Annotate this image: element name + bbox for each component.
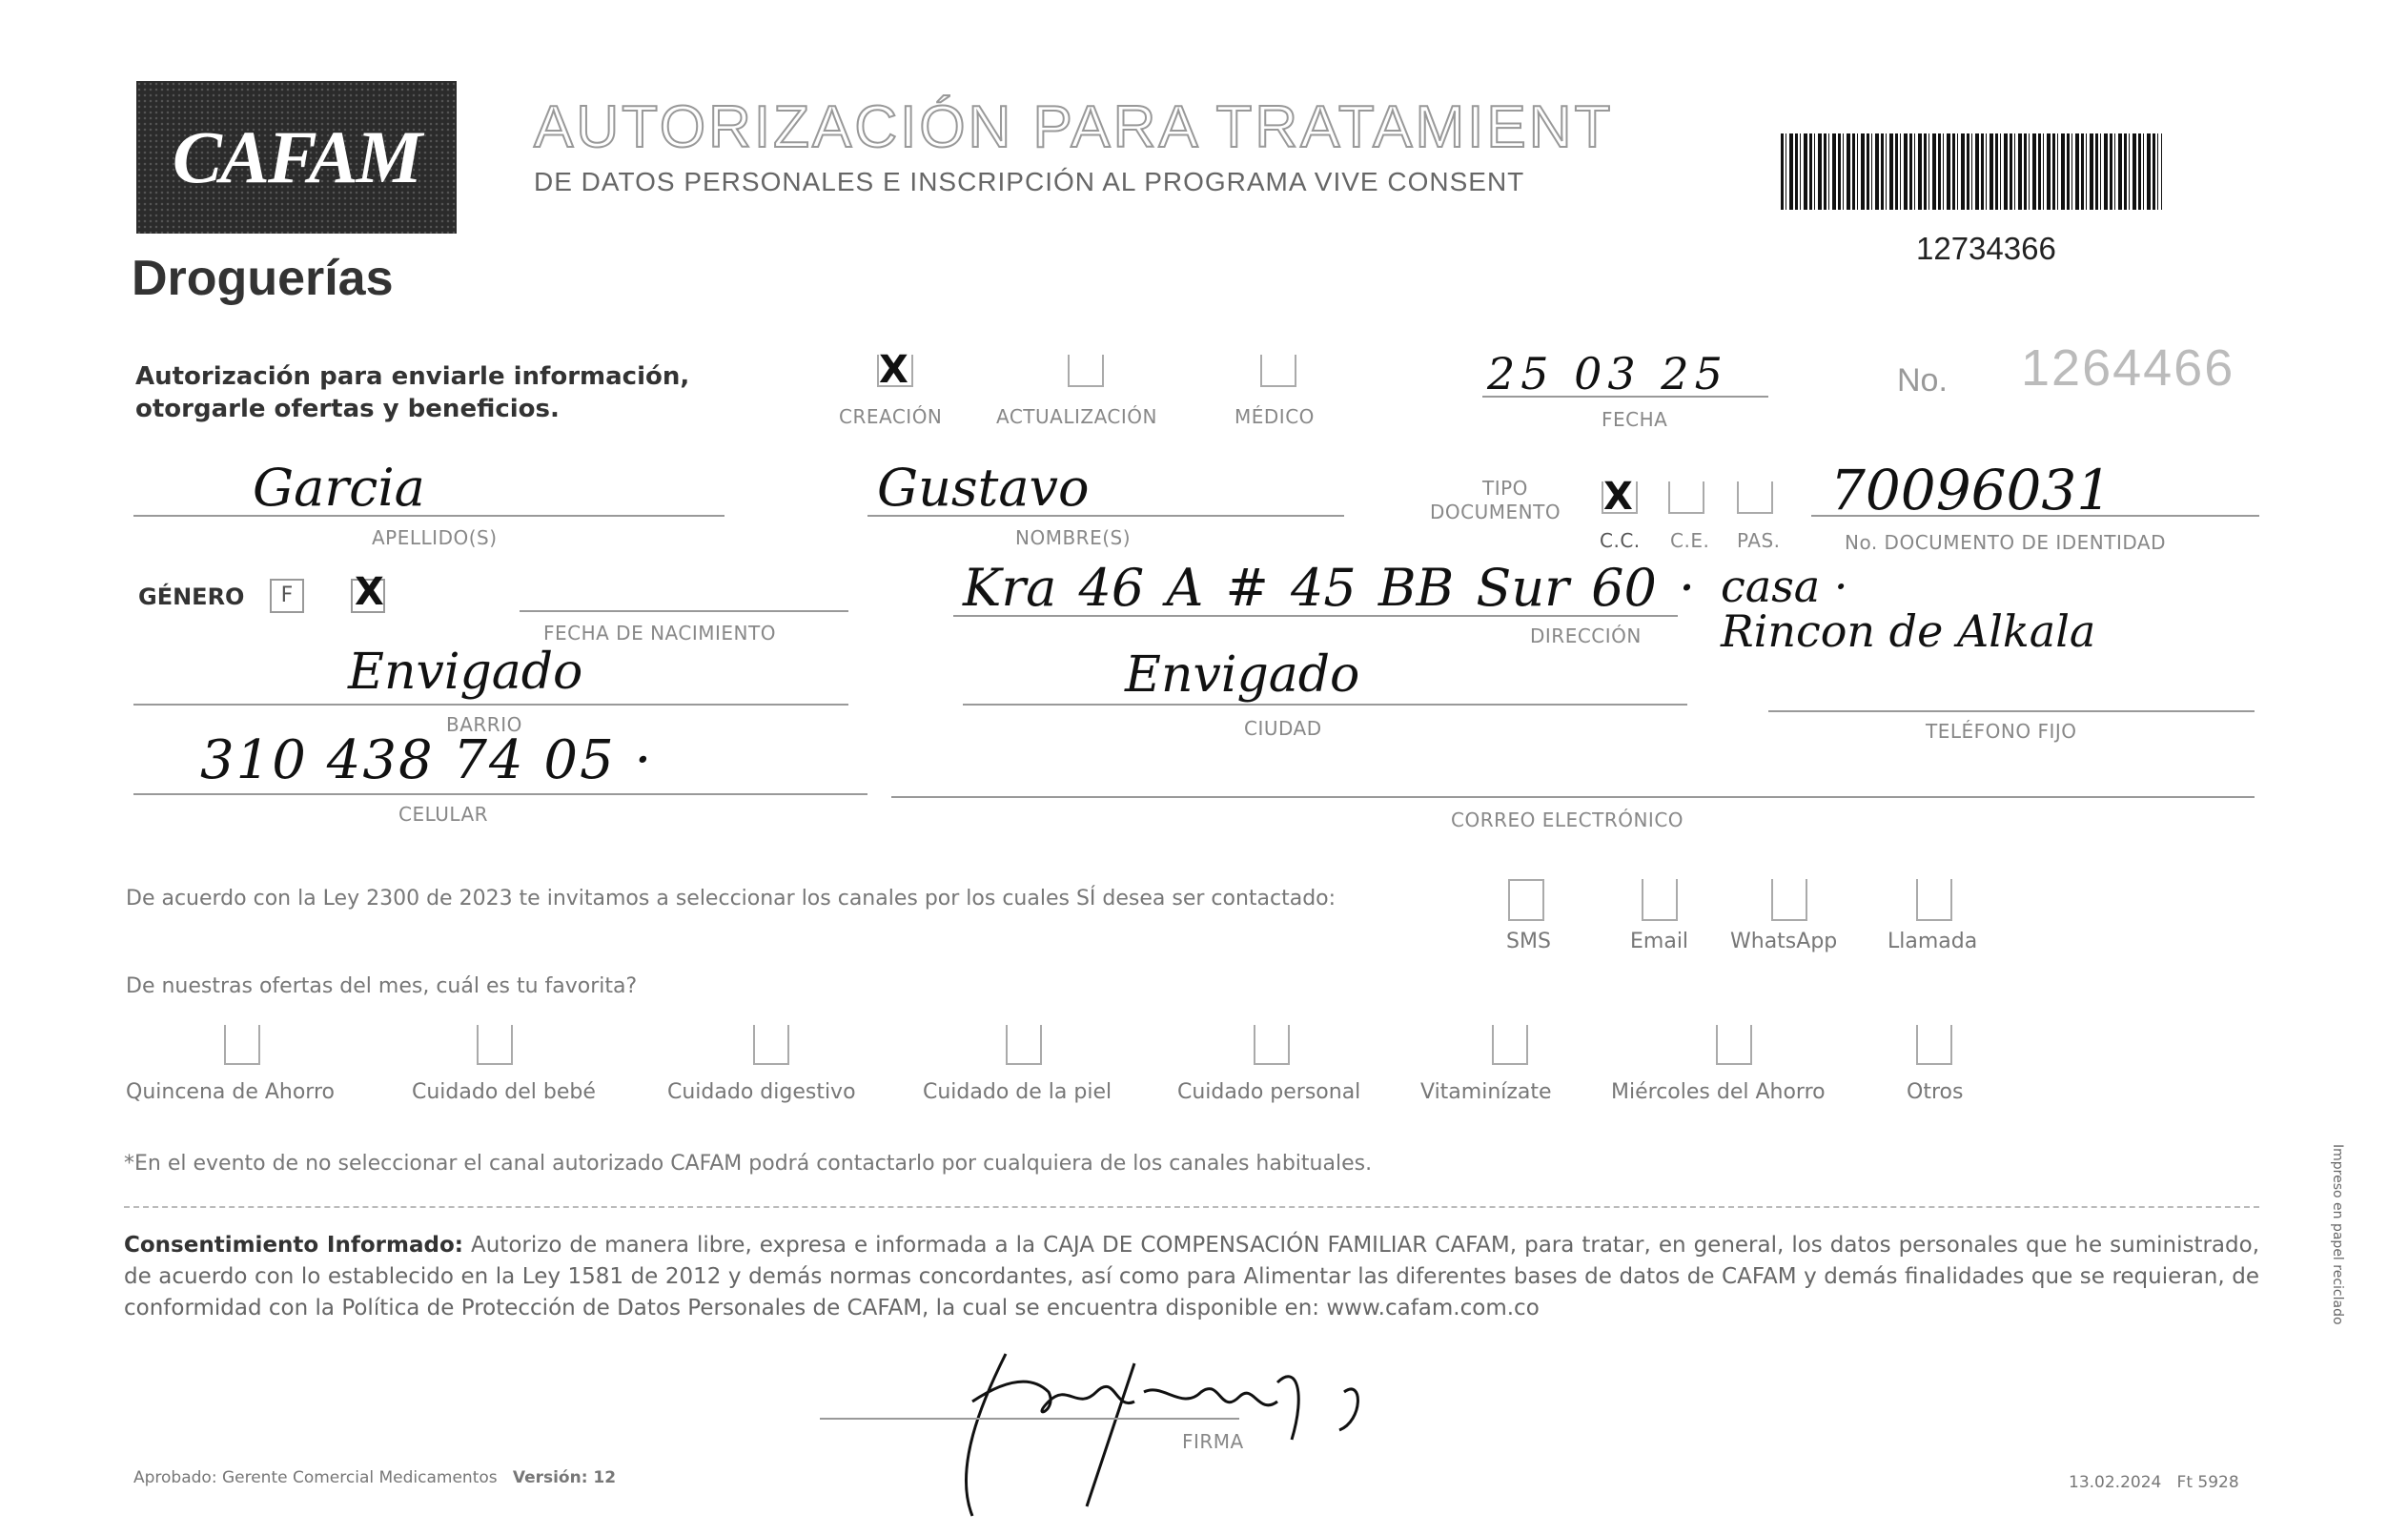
direccion-label: DIRECCIÓN <box>1530 624 1642 647</box>
barcode <box>1781 133 2162 210</box>
ce-label: C.E. <box>1670 529 1710 552</box>
tipo-doc-label-2: DOCUMENTO <box>1430 501 1561 523</box>
consent-paragraph <box>124 1230 2259 1324</box>
numero-label: No. <box>1897 362 1948 399</box>
channels-question: De acuerdo con la Ley 2300 de 2023 te invitamos a seleccionar los canales por los cuales SÍ desea ser contactado: <box>126 887 1337 911</box>
medico-checkbox[interactable] <box>1260 355 1296 387</box>
tipo-doc-label-1: TIPO <box>1482 477 1528 500</box>
celular-line <box>133 793 867 795</box>
whatsapp-checkbox[interactable] <box>1771 879 1807 921</box>
intro-line-1: Autorización para enviarle información, <box>135 362 690 391</box>
ce-checkbox[interactable] <box>1668 481 1704 514</box>
ciudad-value[interactable]: Envigado <box>1125 646 1360 704</box>
fecha-value[interactable]: 25 03 25 <box>1487 348 1728 399</box>
ciudad-line <box>963 704 1687 706</box>
footer-approved <box>133 1468 616 1487</box>
apellidos-value[interactable]: Garcia <box>253 458 425 518</box>
correo-line <box>891 796 2255 798</box>
ciudad-label: CIUDAD <box>1244 717 1322 740</box>
offer-checkbox-2[interactable] <box>753 1025 789 1065</box>
logo-text: CAFAM <box>172 115 421 198</box>
offer-label-0: Quincena de Ahorro <box>126 1080 335 1104</box>
medico-label: MÉDICO <box>1235 405 1315 428</box>
nombres-value[interactable]: Gustavo <box>877 458 1090 518</box>
documento-value[interactable]: 70096031 <box>1830 458 2112 522</box>
divider <box>124 1206 2259 1208</box>
direccion-line <box>953 615 1678 617</box>
genero-mark: X <box>355 570 384 614</box>
barrio-label: BARRIO <box>446 713 522 736</box>
actualizacion-label: ACTUALIZACIÓN <box>996 405 1157 428</box>
email-checkbox[interactable] <box>1642 879 1678 921</box>
direccion-extra-2[interactable]: Rincon de Alkala <box>1721 605 2096 657</box>
nombres-label: NOMBRE(S) <box>1015 526 1132 549</box>
nombres-line <box>867 515 1344 517</box>
numero-value: 1264466 <box>2021 339 2235 397</box>
offer-checkbox-1[interactable] <box>477 1025 513 1065</box>
footer-code: 13.02.2024 Ft 5928 <box>2069 1473 2239 1492</box>
apellidos-line <box>133 515 724 517</box>
footer-version: Versión: 12 <box>512 1468 617 1487</box>
channel-note: *En el evento de no seleccionar el canal autorizado CAFAM podrá contactarlo por cualquiera de los canales habituales. <box>124 1152 1373 1176</box>
offer-checkbox-3[interactable] <box>1006 1025 1042 1065</box>
footer-approved-text: Aprobado: Gerente Comercial Medicamentos <box>133 1468 498 1487</box>
nacimiento-line <box>520 610 848 612</box>
barrio-value[interactable]: Envigado <box>348 644 583 701</box>
offer-label-3: Cuidado de la piel <box>923 1080 1112 1104</box>
direccion-extra-1[interactable]: casa · <box>1721 561 1848 612</box>
nacimiento-label: FECHA DE NACIMIENTO <box>543 622 776 645</box>
offer-label-1: Cuidado del bebé <box>412 1080 596 1104</box>
creacion-label: CREACIÓN <box>839 405 943 428</box>
offer-checkbox-7[interactable] <box>1916 1025 1952 1065</box>
genero-f-box[interactable]: F <box>270 579 304 613</box>
firma-label: FIRMA <box>1182 1430 1244 1453</box>
fecha-line <box>1482 396 1768 398</box>
telefono-line <box>1768 710 2255 712</box>
pas-label: PAS. <box>1737 529 1781 552</box>
offer-checkbox-4[interactable] <box>1254 1025 1290 1065</box>
side-recycled-text: Impreso en papel reciclado <box>2330 1144 2345 1325</box>
offer-label-6: Miércoles del Ahorro <box>1611 1080 1826 1104</box>
offer-label-2: Cuidado digestivo <box>667 1080 856 1104</box>
cc-mark: X <box>1603 475 1633 519</box>
barcode-number: 12734366 <box>1916 231 2056 266</box>
telefono-label: TELÉFONO FIJO <box>1926 720 2077 743</box>
direccion-value[interactable]: Kra 46 A # 45 BB Sur 60 · <box>963 558 1696 618</box>
cafam-logo <box>136 81 457 234</box>
email-label: Email <box>1630 930 1689 953</box>
consent-text: Autorizo de manera libre, expresa e informada a la CAJA DE COMPENSACIÓN FAMILIAR CAFAM, para tratar, en general, los datos personales que he suministrado, de acuerdo con lo establecido en la Ley 1581 de 2012 y demás normas concordantes, así como para Alimentar las diferentes bases de datos de CAFAM y demás finalidades que se requieran, de conformidad con la Política de Protección de Datos Personales de CAFAM, la cual se encuentra disponible en: www.cafam.com.co <box>124 1233 2259 1320</box>
sms-checkbox[interactable] <box>1508 879 1544 921</box>
llamada-checkbox[interactable] <box>1916 879 1952 921</box>
form-subtitle: DE DATOS PERSONALES E INSCRIPCIÓN AL PROGRAMA VIVE CONSENT <box>534 167 1525 196</box>
signature <box>915 1325 1411 1535</box>
firma-line <box>820 1418 1239 1420</box>
offers-question: De nuestras ofertas del mes, cuál es tu favorita? <box>126 974 638 998</box>
intro-text <box>135 360 689 425</box>
offer-checkbox-5[interactable] <box>1492 1025 1528 1065</box>
offer-label-7: Otros <box>1907 1080 1964 1104</box>
brand-name: Droguerías <box>132 251 394 306</box>
offer-checkbox-0[interactable] <box>224 1025 260 1065</box>
cc-label: C.C. <box>1600 529 1641 552</box>
sms-label: SMS <box>1506 930 1551 953</box>
llamada-label: Llamada <box>1888 930 1978 953</box>
celular-value[interactable]: 310 438 74 05 · <box>200 729 654 791</box>
consent-heading: Consentimiento Informado: <box>124 1233 463 1258</box>
intro-line-2: otorgarle ofertas y beneficios. <box>135 395 560 423</box>
fecha-label: FECHA <box>1602 408 1668 431</box>
form-title: AUTORIZACIÓN PARA TRATAMIENT <box>534 94 1614 160</box>
actualizacion-checkbox[interactable] <box>1068 355 1104 387</box>
barrio-line <box>133 704 848 706</box>
genero-label: GÉNERO <box>138 583 245 610</box>
correo-label: CORREO ELECTRÓNICO <box>1451 808 1684 831</box>
offer-label-5: Vitaminízate <box>1420 1080 1552 1104</box>
whatsapp-label: WhatsApp <box>1730 930 1838 953</box>
apellidos-label: APELLIDO(S) <box>372 526 498 549</box>
creacion-mark: X <box>879 348 908 392</box>
documento-line <box>1811 515 2259 517</box>
offer-label-4: Cuidado personal <box>1177 1080 1361 1104</box>
documento-label: No. DOCUMENTO DE IDENTIDAD <box>1845 531 2167 554</box>
pas-checkbox[interactable] <box>1737 481 1773 514</box>
offer-checkbox-6[interactable] <box>1716 1025 1752 1065</box>
celular-label: CELULAR <box>398 803 489 826</box>
